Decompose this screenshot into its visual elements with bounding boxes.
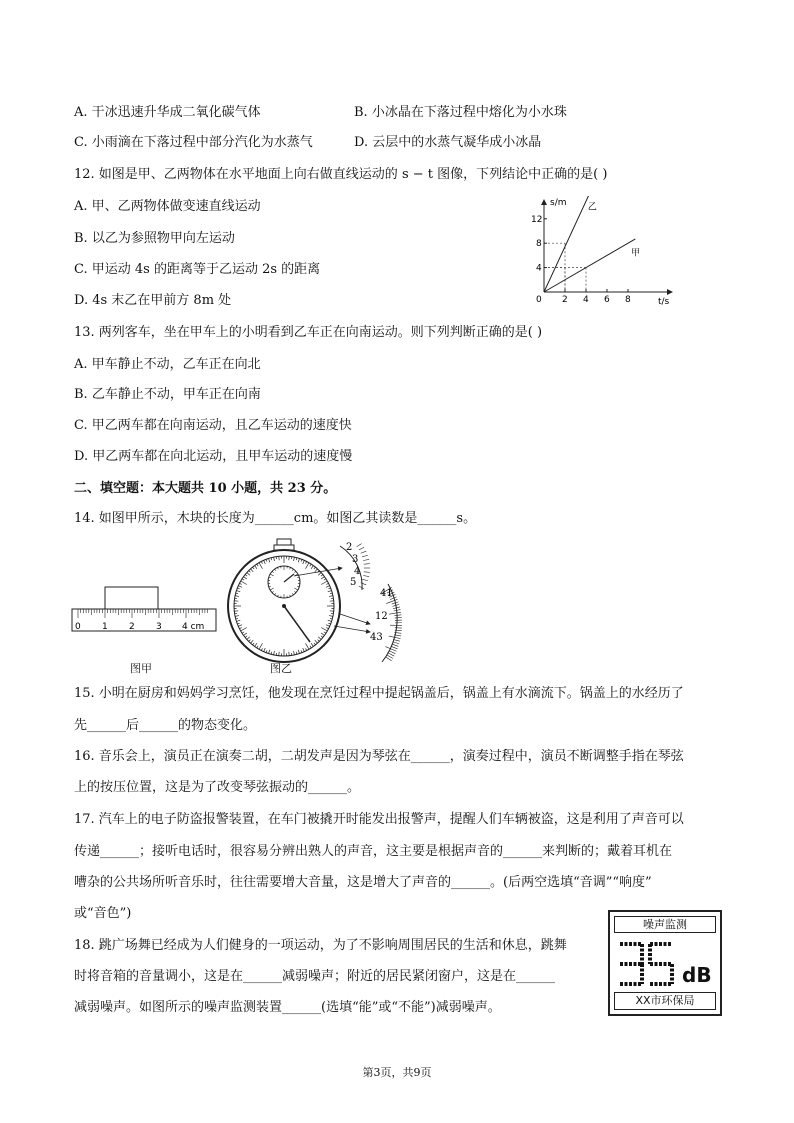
ruler-figure (70, 585, 220, 637)
q11-option-a: A. 干冰迅速升华成二氧化碳气体 (74, 105, 261, 120)
page-footer: 第3页，共9页 (362, 1066, 432, 1079)
fig-a-caption: 图甲 (130, 662, 152, 675)
subdial-zoom-2: 2 (346, 542, 353, 553)
q11-option-b: B. 小冰晶在下落过程中熔化为小水珠 (354, 105, 567, 120)
q12-option-b: B. 以乙为参照物甲向左运动 (74, 231, 235, 246)
x-tick-label: 6 (604, 295, 610, 305)
x-axis-label: t/s (658, 297, 670, 307)
q11-option-d: D. 云层中的水蒸气凝华成小冰晶 (354, 135, 542, 150)
zoom-tick (388, 653, 394, 656)
zoom-tick (387, 655, 393, 658)
zoom-tick (389, 612, 401, 614)
zoom-tick (389, 651, 395, 654)
zoom-tick (395, 617, 402, 618)
zoom-tick (364, 564, 370, 565)
ruler-label-3: 3 (156, 622, 162, 632)
q12-option-d: D. 4s 末乙在甲前方 8m 处 (74, 293, 232, 308)
origin-label: 0 (536, 295, 542, 305)
q17-line-2: 传递______；接听电话时，很容易分辨出熟人的声音，这主要是根据声音的______来判断的；戴着耳机在 (74, 844, 673, 859)
q16-line-1: 16. 音乐会上，演员正在演奏二胡，二胡发声是因为琴弦在______，演奏过程中，演员不断调整手指在琴弦 (74, 749, 684, 764)
monitor-title: 噪声监测 (614, 916, 716, 933)
ruler-label-4: 4 cm (182, 622, 205, 632)
zoom-tick (362, 579, 368, 581)
wood-block (105, 587, 158, 609)
zoom-tick (394, 615, 401, 616)
q12-option-c: C. 甲运动 4s 的距离等于乙运动 2s 的距离 (74, 262, 321, 277)
subdial-zoom-3: 3 (352, 554, 359, 565)
q11-option-c: C. 小雨滴在下落过程中部分汽化为水蒸气 (74, 135, 313, 150)
q18-line-1: 18. 跳广场舞已经成为人们健身的一项运动，为了不影响周围居民的生活和休息，跳舞 (74, 938, 567, 953)
series-line-jia (544, 239, 635, 292)
q13-option-a: A. 甲车静止不动，乙车正在向北 (74, 357, 261, 372)
q12-stem: 12. 如图是甲、乙两物体在水平地面上向右做直线运动的 s − t 图像，下列结论中正确的是( ) (74, 167, 608, 182)
q14-stem: 14. 如图甲所示，木块的长度为______cm。如图乙其读数是______s。 (74, 511, 477, 526)
q13-option-b: B. 乙车静止不动，甲车正在向南 (74, 387, 261, 402)
series-line-yi (544, 196, 589, 292)
zoom-tick (391, 646, 398, 648)
ruler-label-1: 1 (102, 622, 108, 632)
zoom-tick (359, 547, 364, 550)
zoom-tick (363, 576, 369, 577)
zoom-tick (386, 657, 392, 661)
q13-option-d: D. 甲乙两车都在向北运动，且甲车运动的速度慢 (74, 449, 353, 464)
st-graph (520, 196, 680, 308)
section-heading: 二、填空题：本大题共 10 小题，共 23 分。 (74, 481, 337, 496)
y-tick-label: 8 (536, 239, 542, 250)
noise-monitor (608, 910, 722, 1016)
zoom-tick (357, 544, 362, 547)
q17-line-4: 或“音色”) (74, 906, 132, 921)
q13-stem: 13. 两列客车，坐在甲车上的小明看到乙车正在向南运动。则下列判断正确的是( ) (74, 325, 543, 340)
fig-b-caption: 图乙 (270, 662, 292, 675)
y-axis-label: s/m (550, 198, 567, 208)
q13-option-c: C. 甲乙两车都在向南运动，且乙车运动的速度快 (74, 418, 352, 433)
dial-zoom-12: 12 (375, 611, 388, 622)
monitor-digits (616, 940, 680, 990)
monitor-unit: dB (682, 963, 712, 987)
x-tick-label: 2 (562, 295, 568, 305)
zoom-tick (361, 551, 367, 553)
zoom-tick (392, 644, 399, 646)
ruler-label-2: 2 (129, 622, 135, 632)
q18-line-2: 时将音箱的音量调小，这是在______减弱噪声；附近的居民紧闭窗户，这是在______ (74, 969, 556, 984)
stopwatch-figure (222, 538, 422, 666)
series-label-yi: 乙 (587, 202, 597, 213)
q15-line-1: 15. 小明在厨房和妈妈学习烹饪，他发现在烹饪过程中提起锅盖后，锅盖上有水滴流下。锅盖上的水经历了 (74, 686, 684, 701)
dial-zoom-41: 41 (380, 588, 393, 599)
zoom-tick (392, 642, 399, 644)
x-tick-label: 8 (625, 295, 631, 305)
q18-line-3: 减弱噪声。如图所示的噪声监测装置______(选填“能”或“不能”)减弱噪声。 (74, 1000, 501, 1015)
q16-line-2: 上的按压位置，这是为了改变琴弦振动的______。 (74, 780, 361, 795)
zoom-tick (361, 583, 367, 585)
zoom-tick (363, 559, 369, 560)
dial-zoom-43: 43 (370, 632, 383, 643)
monitor-agency: XX市环保局 (614, 992, 716, 1010)
series-label-jia: 甲 (631, 248, 641, 259)
ruler-label-0: 0 (75, 622, 81, 632)
q17-line-3: 嘈杂的公共场所听音乐时，往往需要增大音量，这是增大了声音的______。(后两空选填“音调”“响度” (74, 875, 652, 890)
y-tick-label: 12 (531, 214, 543, 225)
q12-option-a: A. 甲、乙两物体做变速直线运动 (74, 199, 261, 214)
stopwatch-crown (277, 539, 291, 545)
y-tick-label: 4 (536, 263, 542, 274)
zoom-tick (364, 572, 370, 573)
zoom-tick (362, 555, 368, 557)
x-tick-label: 4 (583, 295, 589, 305)
q17-line-1: 17. 汽车上的电子防盗报警装置，在车门被撬开时能发出报警声，提醒人们车辆被盗，这是利用了声音可以 (74, 812, 684, 827)
zoom-tick (359, 586, 364, 589)
subdial-zoom-4: 4 (354, 566, 361, 577)
subdial-zoom-5: 5 (350, 577, 357, 588)
q15-line-2: 先______后______的物态变化。 (74, 718, 257, 733)
